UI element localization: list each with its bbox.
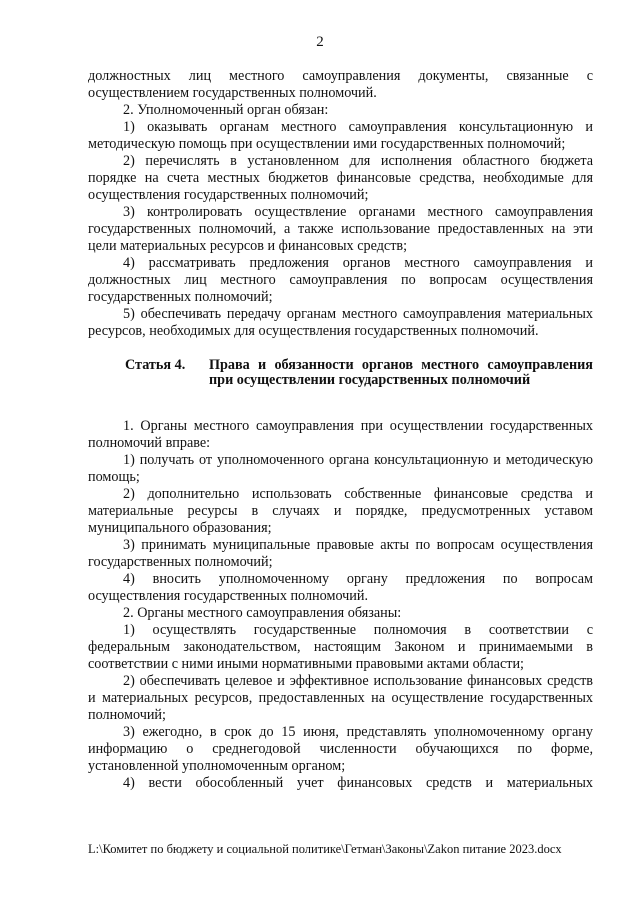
paragraph: 1) оказывать органам местного самоуправления консультационную и методическую помощь при осуществлении ими государственных полномочий; [88,119,593,152]
paragraph: 2) обеспечивать целевое и эффективное использование финансовых средств и материальных ресурсов, предоставленных на осуществление государственных полномочий; [88,673,593,723]
document-body [88,68,593,792]
paragraph: 2) дополнительно использовать собственные финансовые средства и материальные ресурсы в случаях и порядке, предусмотренных уставом муниципального образования; [88,486,593,536]
paragraph: 2. Органы местного самоуправления обязаны: [123,605,402,621]
paragraph: 3) ежегодно, в срок до 15 июня, представлять уполномоченному органу информацию о среднегодовой численности обучающихся по форме, установленной уполномоченным органом; [88,724,593,774]
article-heading [88,358,593,388]
paragraph: должностных лиц местного самоуправления документы, связанные с осуществлением государственных полномочий. [88,68,593,101]
paragraph: 4) рассматривать предложения органов местного самоуправления и должностных лиц местного самоуправления по вопросам осуществления государственных полномочий; [88,255,593,305]
paragraph: 3) контролировать осуществление органами местного самоуправления государственных полномочий, а также использование предоставленных на эти цели материальных ресурсов и финансовых средств; [88,204,593,254]
paragraph: 1) получать от уполномоченного органа консультационную и методическую помощь; [88,452,593,485]
paragraph: 4) вносить уполномоченному органу предложения по вопросам осуществления государственных полномочий. [88,571,593,604]
paragraph: 1. Органы местного самоуправления при осуществлении государственных полномочий вправе: [88,418,593,451]
paragraph: 2) перечислять в установленном для исполнения областного бюджета порядке на счета местных бюджетов финансовые средства, необходимые для осуществления государственных полномочий; [88,153,593,203]
paragraph: 2. Уполномоченный орган обязан: [123,102,329,118]
file-path-footer: L:\Комитет по бюджету и социальной политике\Гетман\Законы\Zakon питание 2023.docx [88,842,562,856]
article-title: Права и обязанности органов местного самоуправления при осуществлении государственных полномочий [209,357,593,388]
paragraph: 3) принимать муниципальные правовые акты по вопросам осуществления государственных полномочий; [88,537,593,570]
paragraph: 1) осуществлять государственные полномочия в соответствии с федеральным законодательством, настоящим Законом и принимаемыми в соответствии с ними иными нормативными правовыми актами области; [88,622,593,672]
paragraph: 4) вести обособленный учет финансовых средств и материальных [123,775,593,791]
paragraph: 5) обеспечивать передачу органам местного самоуправления материальных ресурсов, необходимых для осуществления государственных полномочий. [88,306,593,339]
page-number: 2 [316,34,324,50]
paragraphs-after-article [88,418,593,792]
paragraphs-before-article [88,68,593,340]
article-number: Статья 4. [125,357,186,373]
